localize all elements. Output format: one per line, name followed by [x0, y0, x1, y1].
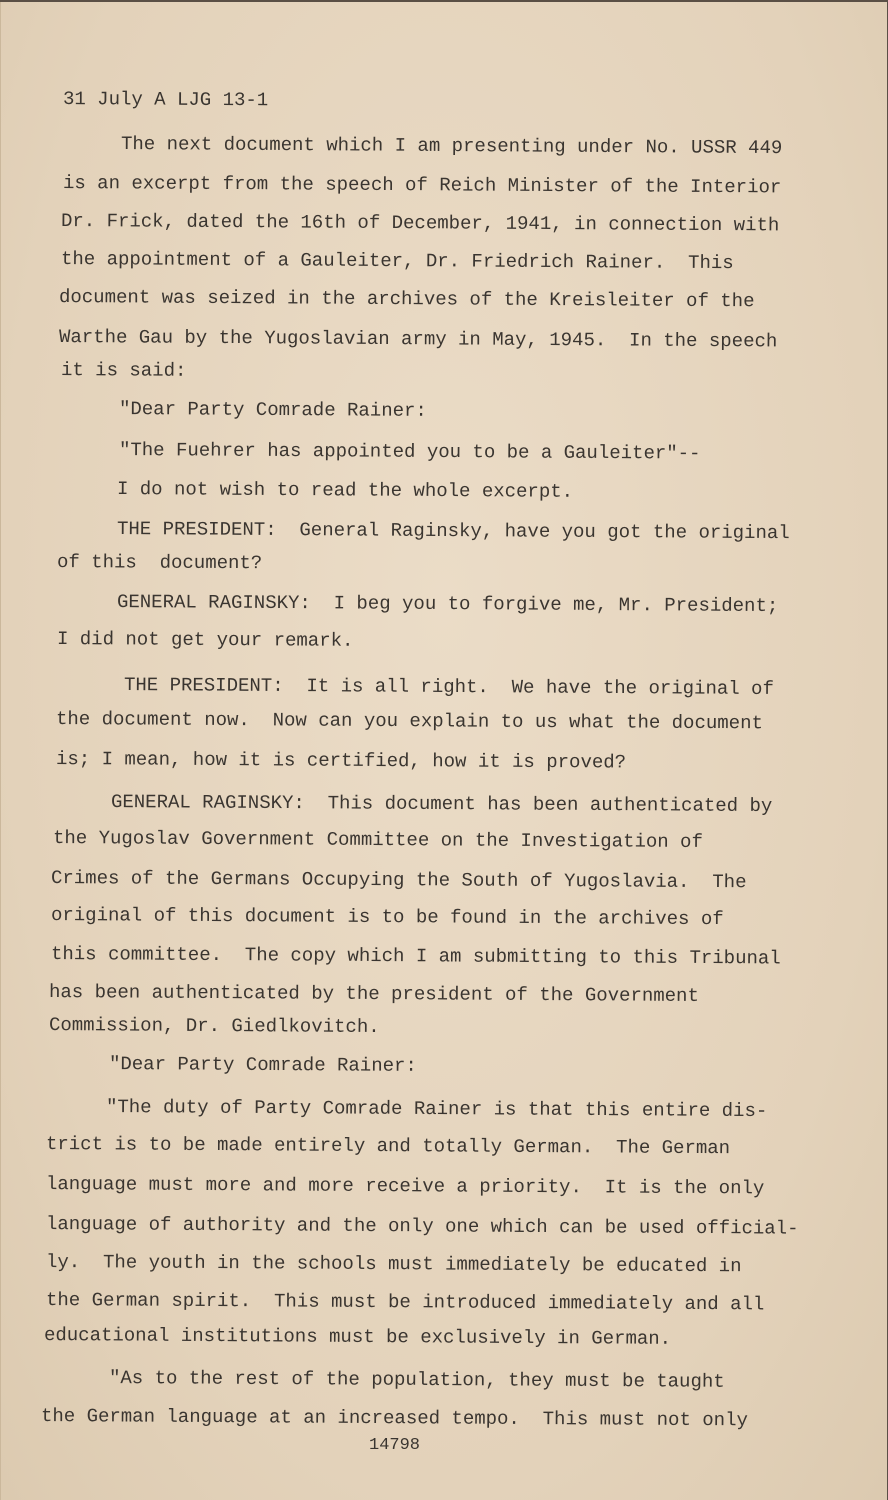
- text-line: "The duty of Party Comrade Rainer is that this entire dis-: [105, 1096, 768, 1123]
- text-line: the German language at an increased tempo. This must not only: [40, 1405, 748, 1432]
- text-line: Crimes of the Germans Occupying the South of Yugoslavia. The: [50, 867, 747, 894]
- text-line: "Dear Party Comrade Rainer:: [118, 398, 427, 422]
- text-line: the Yugoslav Government Committee on the Investigation of: [52, 827, 703, 853]
- text-line: Dr. Frick, dated the 16th of December, 1941, in connection with: [60, 210, 780, 237]
- text-line: Commission, Dr. Giedlkovitch.: [48, 1014, 380, 1039]
- text-line: THE PRESIDENT: General Raginsky, have you got the original: [116, 518, 790, 545]
- text-line: I did not get your remark.: [56, 628, 354, 652]
- text-line: "As to the rest of the population, they must be taught: [108, 1367, 725, 1393]
- text-line: the German spirit. This must be introduced immediately and all: [45, 1289, 765, 1316]
- text-line: GENERAL RAGINSKY: This document has been authenticated by: [110, 791, 773, 818]
- document-page: [0, 2, 887, 1500]
- text-line: educational institutions must be exclusively in German.: [43, 1324, 672, 1350]
- text-line: document was seized in the archives of the Kreisleiter of the: [58, 286, 755, 313]
- text-line: "The Fuehrer has appointed you to be a Gauleiter"--: [118, 439, 701, 465]
- text-line: this committee. The copy which I am submitting to this Tribunal: [50, 943, 781, 970]
- text-line: GENERAL RAGINSKY: I beg you to forgive me, Mr. President;: [116, 591, 779, 618]
- text-line: language must more and more receive a priority. It is the only: [45, 1173, 765, 1200]
- text-line: I do not wish to read the whole excerpt.: [116, 478, 574, 503]
- text-line: "Dear Party Comrade Rainer:: [108, 1053, 417, 1077]
- text-line: it is said:: [60, 359, 187, 382]
- text-line: language of authority and the only one which can be used official-: [45, 1213, 799, 1240]
- text-line: The next document which I am presenting under No. USSR 449: [120, 133, 783, 160]
- text-line: Warthe Gau by the Yugoslavian army in May, 1945. In the speech: [58, 326, 778, 353]
- text-line: THE PRESIDENT: It is all right. We have the original of: [123, 674, 774, 700]
- page-number: 14798: [369, 1436, 421, 1455]
- text-line: trict is to be made entirely and totally German. The German: [45, 1133, 731, 1160]
- text-line: of this document?: [56, 551, 263, 575]
- document-header: 31 July A LJG 13-1: [62, 88, 269, 112]
- text-line: original of this document is to be found in the archives of: [50, 904, 724, 931]
- text-line: the document now. Now can you explain to us what the document: [55, 708, 763, 735]
- text-line: is; I mean, how it is certified, how it is proved?: [55, 748, 627, 774]
- text-line: is an excerpt from the speech of Reich Minister of the Interior: [62, 172, 782, 199]
- text-line: the appointment of a Gauleiter, Dr. Friedrich Rainer. This: [60, 248, 734, 275]
- text-line: has been authenticated by the president of the Government: [48, 981, 699, 1007]
- text-line: ly. The youth in the schools must immediately be educated in: [45, 1251, 742, 1278]
